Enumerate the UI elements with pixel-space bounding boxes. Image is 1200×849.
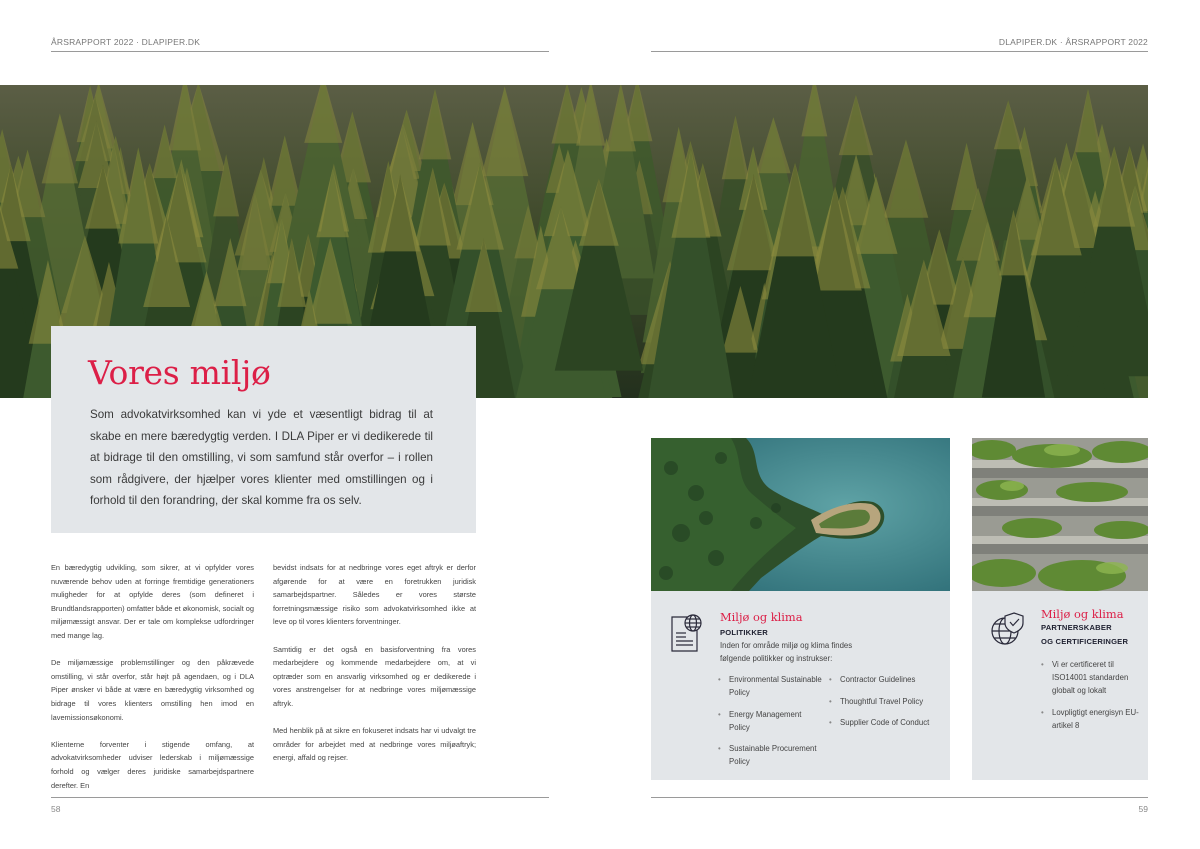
- card-title: Miljø og klima: [1041, 607, 1124, 621]
- page-number-left: 58: [51, 804, 61, 814]
- running-head-right: DLAPIPER.DK · ÅRSRAPPORT 2022: [998, 37, 1148, 47]
- policies-list-right: [829, 673, 934, 738]
- list-item: • Sustainable Procurement Policy: [718, 742, 823, 768]
- card-subtitle: [1041, 621, 1128, 648]
- intro-paragraph: Som advokatvirksomhed kan vi yde et væsentligt bidrag til at skabe en mere bæredygtig verden. I DLA Piper er vi dedikerede til at bidrage til den omstilling, vi som samfund står overfor – i rollen som rådgivere, der hjælper vores klienter med omstillingen og i forhold til den forandring, der skal komme fra os selv.: [90, 408, 433, 508]
- list-item: • Vi er certificeret til ISO14001 standarden globalt og lokalt: [1041, 658, 1141, 697]
- list-item: • Environmental Sustainable Policy: [718, 673, 823, 699]
- header-rule-right: [651, 51, 1148, 52]
- certifications-list: [1041, 658, 1141, 740]
- list-item: • Thoughtful Travel Policy: [829, 695, 934, 708]
- body-paragraph: En bæredygtig udvikling, som sikrer, at vi opfylder vores nuværende behov uden at forringe fremtidige generationers muligheder for at opfylde deres (som defineret i Brundtlandsrapporten) omfatter både et økonomisk, socialt og miljømæssigt ansvar. Der er tale om komplekse udfordringer med mange lag.: [51, 563, 254, 640]
- page-title: Vores miljø: [88, 353, 271, 392]
- list-item: • Contractor Guidelines: [829, 673, 934, 686]
- body-paragraph: De miljømæssige problemstillinger og den påkrævede omstilling, vi står overfor, står højt på agendaen, og i DLA Piper ønsker vi både at være en bæredygtig virksomhed og bidrage til vores klienters omstilling hen imod en lavemissionsøkonomi.: [51, 658, 254, 722]
- island-aerial-photo: [651, 438, 950, 591]
- body-paragraph: bevidst indsats for at nedbringe vores eget aftryk er derfor afgørende for at være en foretrukken juridisk samarbejdspartner. Således er vores største forretningsmæssige risiko som advokatvirksomhed ikke at leve op til vores klienters forventninger.: [273, 563, 476, 627]
- body-paragraph: Klienterne forventer i stigende omfang, at advokatvirksomheder udviser lederskab i miljømæssige forhold og vælger deres juridiske samarbejdspartnere derefter. En: [51, 739, 254, 790]
- card-subtitle-line-1: PARTNERSKABER: [1041, 623, 1112, 632]
- intro-box: [51, 326, 476, 533]
- certifications-card: [972, 591, 1148, 780]
- card-subtitle: POLITIKKER: [720, 628, 768, 637]
- card-description: Inden for område miljø og klima findes følgende politikker og instrukser:: [720, 641, 853, 663]
- list-item: • Lovpligtigt energisyn EU-artikel 8: [1041, 706, 1141, 732]
- policies-list-left: [718, 673, 823, 777]
- globe-shield-check-icon: [990, 611, 1026, 647]
- body-column-1: [51, 561, 254, 806]
- document-globe-icon: [669, 611, 703, 653]
- body-paragraph: Samtidig er det også en basisforventning fra vores medarbejdere og kommende medarbejdere om, at vi optræder som en ansvarlig virksomhed og er dedikerede i vores anstrengelser for at nedbringe vores miljømæssige aftryk.: [273, 644, 476, 708]
- card-subtitle-line-2: OG CERTIFICERINGER: [1041, 636, 1129, 646]
- card-title: Miljø og klima: [720, 610, 803, 624]
- list-item: • Energy Management Policy: [718, 708, 823, 734]
- header-rule-left: [51, 51, 549, 52]
- footer-rule-left: [51, 797, 549, 798]
- running-head-left: ÅRSRAPPORT 2022 · DLAPIPER.DK: [51, 37, 201, 47]
- body-column-2: [273, 561, 476, 779]
- page-number-right: 59: [1138, 804, 1148, 814]
- policies-card: [651, 591, 950, 780]
- footer-rule-right: [651, 797, 1148, 798]
- body-paragraph: Med henblik på at sikre en fokuseret indsats har vi udvalgt tre områder for arbejdet med at nedbringe vores miljøaftryk; energi, affald og rejser.: [273, 726, 476, 763]
- green-building-photo: [972, 438, 1148, 591]
- list-item: • Supplier Code of Conduct: [829, 716, 934, 729]
